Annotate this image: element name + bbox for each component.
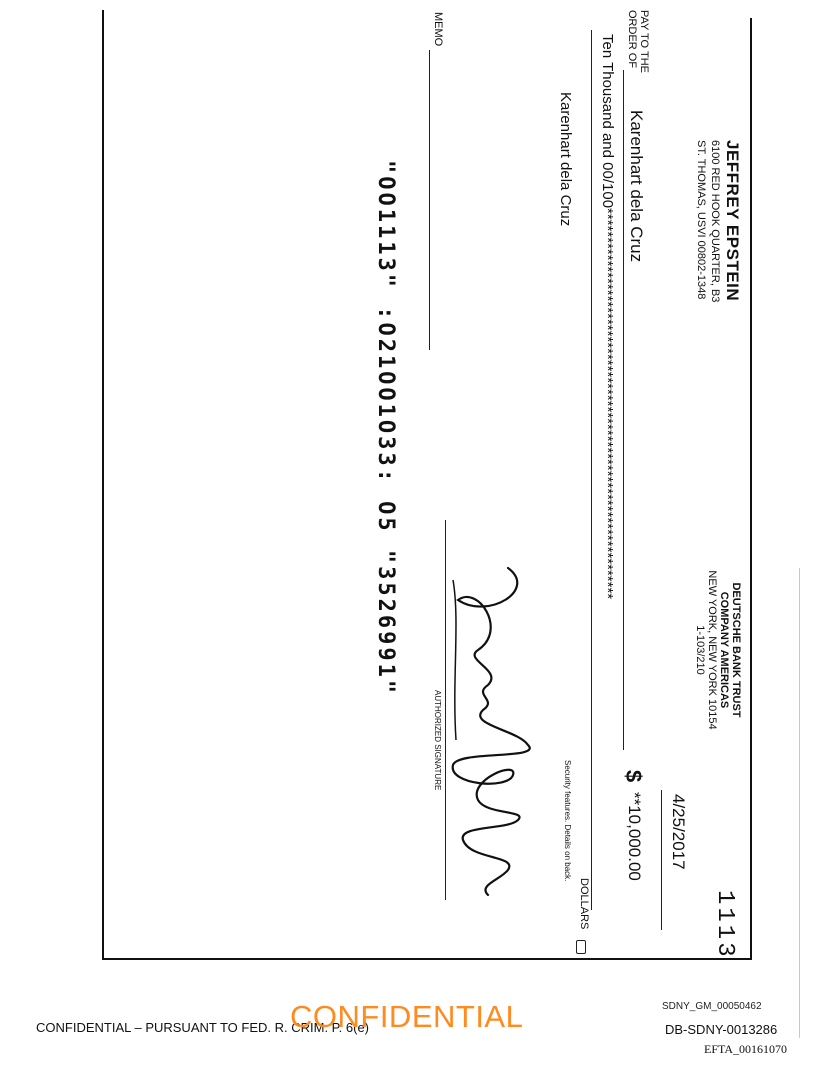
memo-line	[429, 50, 430, 350]
payee-name: Karenhart dela Cruz	[627, 110, 646, 263]
micr-line: "OO1113" :O21OO1O33: O5 "3526991"	[373, 160, 398, 697]
check-top-edge	[750, 18, 752, 958]
check-right-edge	[102, 958, 752, 960]
bates-db: DB-SDNY-0013286	[665, 1022, 778, 1037]
scan-edge	[799, 568, 800, 1038]
check-image	[88, 0, 768, 980]
bates-gm: SDNY_GM_00050462	[662, 1001, 762, 1012]
routing-fraction: 1-103/210	[694, 625, 706, 675]
dollars-label: DOLLARS	[578, 878, 590, 930]
check-number: 1113	[711, 890, 738, 960]
pay-to-label-2: ORDER OF	[626, 10, 638, 69]
account-holder-name: JEFFREY EPSTEIN	[723, 140, 742, 302]
pay-to-label-1: PAY TO THE	[638, 10, 650, 73]
security-note: Security features. Details on back.	[563, 760, 572, 882]
authorized-signature	[438, 560, 548, 900]
account-holder-address-2: ST. THOMAS, USVI 00802-1348	[695, 140, 707, 300]
confidential-note: CONFIDENTIAL – PURSUANT TO FED. R. CRIM. P. 6(e)	[36, 1020, 370, 1035]
date-line	[661, 790, 662, 930]
signature-label: AUTHORIZED SIGNATURE	[433, 690, 442, 791]
signature-line	[445, 520, 446, 900]
bank-name-2: COMPANY AMERICAS	[718, 591, 730, 709]
dollar-sign: $	[621, 770, 646, 783]
bank-address: NEW YORK, NEW YORK 10154	[706, 570, 718, 730]
check-bottom-edge	[102, 10, 104, 960]
memo-label: MEMO	[432, 12, 444, 47]
amount-words-line	[591, 30, 592, 910]
payee-address-name: Karenhart dela Cruz	[557, 92, 574, 227]
account-holder-address-1: 6100 RED HOOK QUARTER, B3	[709, 140, 721, 303]
amount-numeric: **10,000.00	[625, 792, 644, 881]
bank-name-1: DEUTSCHE BANK TRUST	[730, 582, 742, 718]
efta-number: EFTA_00161070	[704, 1042, 788, 1056]
payee-line	[623, 70, 624, 750]
confidential-stamp: CONFIDENTIAL	[290, 999, 524, 1034]
check-date: 4/25/2017	[669, 794, 688, 870]
amount-words: Ten Thousand and 00/100*******************************************************************	[599, 34, 616, 600]
lock-icon	[576, 940, 586, 954]
